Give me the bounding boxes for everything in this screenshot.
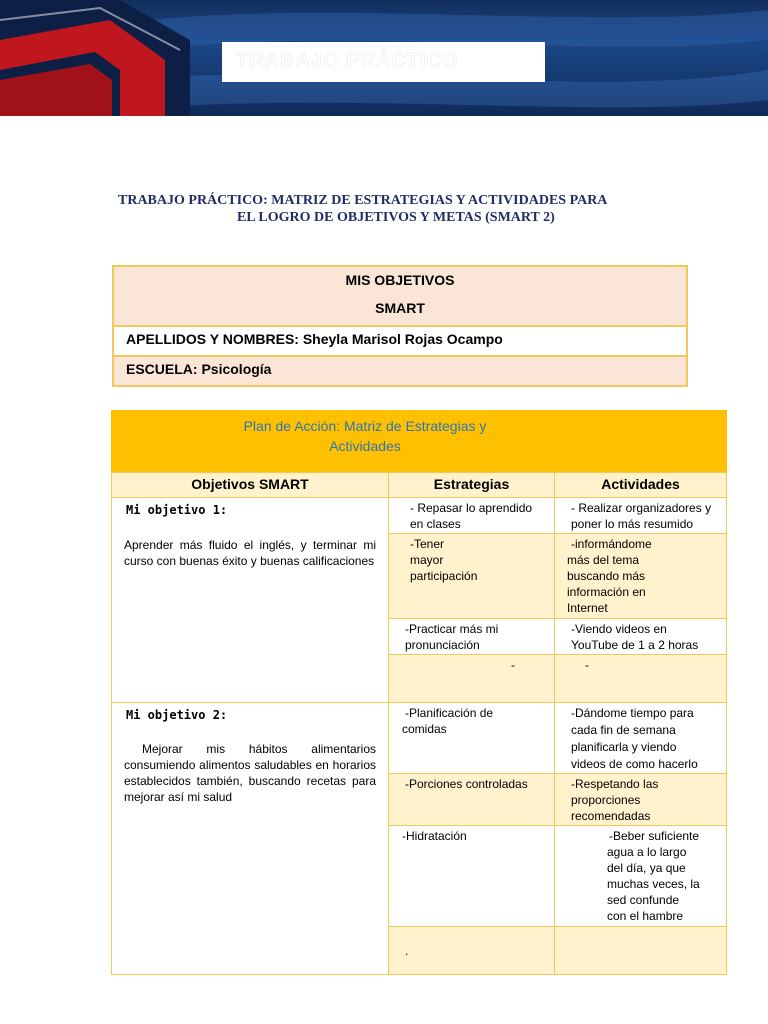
activity-text-line: muchas veces, la — [607, 877, 700, 891]
obj1-strategy-1 — [388, 497, 555, 534]
strategy-text-line: -Practicar más mi — [405, 622, 499, 636]
activity-text-line: Internet — [567, 601, 608, 615]
obj1-strategy-3 — [388, 618, 555, 655]
info-table-heading — [114, 267, 686, 327]
objective-1-cell — [111, 497, 389, 703]
activity-text-line: sed confunde — [607, 893, 680, 907]
plan-grid — [111, 472, 727, 975]
activity-text-line: agua a lo largo — [607, 845, 687, 859]
activity-text-line: buscando más — [567, 569, 646, 583]
strategy-text-line: participación — [410, 569, 478, 583]
header-objectives: Objetivos SMART — [111, 472, 389, 498]
document-title-line2: EL LOGRO DE OBJETIVOS Y METAS (SMART 2) — [237, 210, 555, 225]
student-name-row — [114, 327, 686, 357]
obj2-strategy-1 — [388, 702, 555, 774]
banner-title-box — [222, 42, 545, 82]
document-title-line1: TRABAJO PRÁCTICO: MATRIZ DE ESTRATEGIAS Y ACTIVIDADES PARA — [118, 193, 608, 208]
plan-title — [111, 416, 619, 456]
strategy-text-line: . — [405, 944, 409, 958]
plan-title-line2: Actividades — [329, 438, 401, 454]
activity-text-line: -Dándome tiempo para — [571, 706, 694, 720]
activity-text-line: proporciones — [571, 793, 641, 807]
activity-text-line: -Beber suficiente — [609, 829, 700, 843]
strategy-text-line: -Hidratación — [402, 829, 467, 843]
student-name: APELLIDOS Y NOMBRES: Sheyla Marisol Rojas Ocampo — [126, 331, 503, 347]
obj2-strategy-3 — [388, 825, 555, 927]
activity-text-line: - Realizar organizadores y — [571, 501, 712, 515]
obj1-activity-4 — [554, 654, 727, 703]
activity-text-line: más del tema — [567, 553, 640, 567]
strategy-text-line: -Porciones controladas — [405, 777, 528, 791]
activity-text-line: -Respetando las — [571, 777, 659, 791]
strategy-text-line: -Tener — [410, 537, 445, 551]
strategy-text-line: - — [511, 658, 515, 672]
action-plan-table — [111, 410, 727, 975]
activity-text-line: videos de como hacerlo — [571, 757, 698, 771]
activity-text-line: con el hambre — [607, 909, 684, 923]
strategy-text-line: pronunciación — [405, 638, 480, 652]
activity-text-line: del día, ya que — [607, 861, 686, 875]
school-name: ESCUELA: Psicología — [126, 361, 272, 377]
obj2-activity-2 — [554, 773, 727, 826]
info-heading-line2: SMART — [375, 300, 425, 316]
strategy-text-line: -Planificación de — [405, 706, 494, 720]
activity-text-line: información en — [567, 585, 646, 599]
obj1-strategy-4 — [388, 654, 555, 703]
objective-2-text: Mejorar mis hábitos alimentarios consumiendo alimentos saludables en horarios establecidos también, buscando recetas para mejorar así mi salud — [124, 742, 376, 804]
school-row — [114, 357, 686, 385]
obj1-activity-1 — [554, 497, 727, 534]
header-banner — [0, 0, 768, 116]
obj2-activity-4 — [554, 926, 727, 975]
obj1-activity-3 — [554, 618, 727, 655]
activity-text-line: - — [585, 658, 589, 672]
obj1-activity-2 — [554, 533, 727, 619]
activity-text-line: -Viendo videos en — [571, 622, 667, 636]
header-activities: Actividades — [554, 472, 727, 498]
strategy-text-line: - Repasar lo aprendido — [410, 501, 533, 515]
obj2-strategy-2 — [388, 773, 555, 826]
banner-title-text: TRABAJO PRÁCTICO — [236, 50, 459, 72]
info-heading-line1: MIS OBJETIVOS — [345, 272, 455, 288]
strategy-text-line: comidas — [402, 722, 447, 736]
objective-2-cell — [111, 702, 389, 975]
activity-text-line: planificarla y viendo — [571, 740, 677, 754]
obj2-activity-3 — [554, 825, 727, 927]
activity-text-line: cada fin de semana — [571, 723, 676, 737]
objective-1-text: Aprender más fluido el inglés, y terminar mi curso con buenas éxito y buenas calificaciones — [124, 538, 376, 568]
activity-text-line: -informándome — [571, 537, 652, 551]
obj1-strategy-2 — [388, 533, 555, 619]
obj2-strategy-4 — [388, 926, 555, 975]
activity-text-line: poner lo más resumido — [571, 517, 694, 531]
document-title — [100, 192, 680, 226]
activity-text-line: recomendadas — [571, 809, 651, 823]
plan-title-line1: Plan de Acción: Matriz de Estrategias y — [243, 418, 487, 434]
strategy-text-line: mayor — [410, 553, 444, 567]
objective-1-label: Mi objetivo 1: — [126, 503, 228, 517]
plan-header — [111, 410, 727, 472]
objective-2-label: Mi objetivo 2: — [126, 708, 228, 722]
activity-text-line: YouTube de 1 a 2 horas — [571, 638, 699, 652]
student-info-table — [112, 265, 688, 387]
header-strategies: Estrategias — [388, 472, 555, 498]
obj2-activity-1 — [554, 702, 727, 774]
strategy-text-line: en clases — [410, 517, 461, 531]
